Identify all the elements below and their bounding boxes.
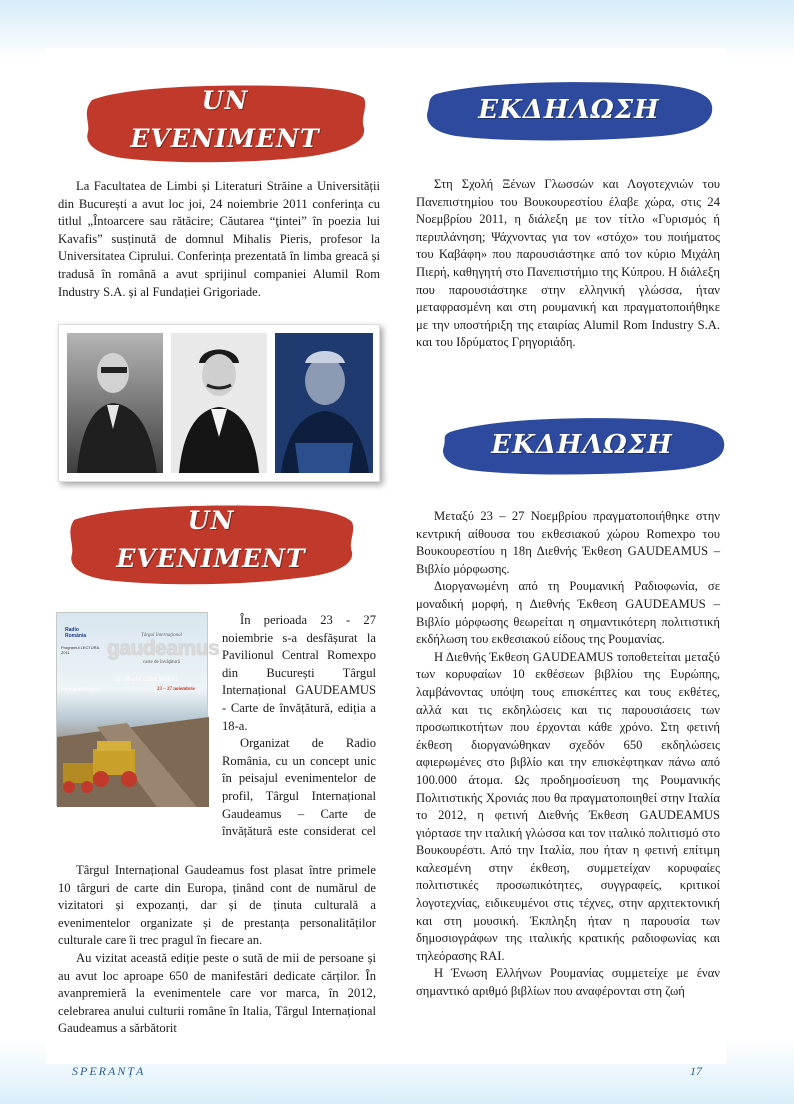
heading-un-eveniment-top	[82, 78, 368, 166]
poster-url: www.gaudeamus.ro	[61, 687, 101, 692]
poster-brand: Radio România	[65, 627, 87, 639]
gaudeamus-poster	[56, 612, 220, 806]
poster-subtitle: carte de învăţătură	[143, 660, 180, 665]
article-paragraph: La Facultatea de Limbi și Literaturi Străine a Universității din București a avut loc joi, 24 noiembrie 2011 conferința cu titlul „Întoarcere sau rătăcire; Căutarea “ţintei” în poezia lui Kavafis” susținută de domnul Mihalis Pieris, profesor la Universitatea Ciprului. Conferința prezentată în limba greacă și tradusă în română a avut sprijinul companiei Alumil Rom Industry S.A. și al Fundației Grigoriade.	[58, 179, 380, 299]
article-paragraph-1: În perioada 23 - 27 noiembrie s-a desfășurat la Pavilionul Central Romexpo din București Târgul Internațional GAUDEAMUS - Carte de învățătură, ediția a 18-a.	[222, 613, 376, 733]
article-paragraph-3: Η Διεθνής Έκθεση GAUDEAMUS τοποθετείται μεταξύ των κορυφαίων 10 εκθέσεων βιβλίου της Ευρώπης, λαμβάνοντας υπόψη τους επισκέπτες και τους εκθέτες, αλλά και τις εκδηλώσεις και τις παρουσιάσεις των προσωπικοτήτων που έρχονται κάθε χρόνο. Στη φετινή έκθεση διοργανώθηκαν σχεδόν 650 εκδηλώσεις αφιερωμένες στο βιβλίο και την επισκέφτηκαν πάνω από 100.000 άτομα. Ως προδημοσίευση της Ρουμανικής Πολιτιστικής Χρονιάς που θα πραγματοποιηθεί στην Ιταλία το 2012, η φετινή Διεθνής Έκθεση GAUDEAMUS γιόρτασε την ιταλική γλώσσα και τον ιταλικό πολιτισμό στο Βουκουρέστι. Από την Ιταλία, που ήταν η φετινή επίτιμη καλεσμένη στην έκθεση, συμμετείχαν κορυφαίες πολιτιστικές προσωπικότητες, συγγραφείς, κριτικοί λογοτεχνίας, ειδικευμένοι στις τέχνες, στην αρχιτεκτονική και στη μουσική. Έκπληξη ήταν η παρουσία των δημοσιογράφων της ιταλικής κρατικής ραδιοφωνίας και τηλεόρασης RAI.	[416, 649, 720, 963]
article-gr-2	[416, 508, 720, 1001]
heading-text: ΕΚΔΗΛΩΣΗ	[478, 95, 660, 125]
heading-line-2: EVENIMENT	[130, 124, 320, 153]
article-gr-1	[416, 176, 720, 352]
portrait-photo-3	[275, 333, 373, 473]
heading-line-1: UN	[187, 506, 235, 535]
article-paragraph-2-text: Organizat de Radio România, cu un concept unic în peisajul evenimentelor de profil, Târgul Internațional Gaudeamus – Carte de învățătură este considerat cel	[222, 736, 376, 839]
article-paragraph-4: Au vizitat această ediție peste o sută de mii de persoane și au avut loc aproape 650 de manifestări dedicate cărților. În avanpremieră la evenimentele care vor marca, în 2012, celebrarea anului culturii române în Italia, Târgul Internațional Gaudeamus a sărbătorit	[58, 950, 376, 1036]
heading-un-eveniment-bottom	[66, 496, 356, 588]
portrait-photos	[58, 324, 380, 482]
article-paragraph-2: Διοργανωμένη από τη Ρουμανική Ραδιοφωνία, σε μοναδική μορφή, η Διεθνής Έκθεση GAUDEAMUS – Βιβλίο μόρφωσης θεωρείται η σημαντικότερη πολιτιστική εκδήλωση του εκθεσιακού είδους της Ρουμανίας.	[416, 579, 720, 647]
poster-header: Târgul Internaţional	[141, 633, 183, 638]
heading-ekdilosi-top	[422, 76, 716, 144]
poster-program: Programul LECTURA 2011	[61, 645, 100, 655]
heading-line-2: EVENIMENT	[116, 544, 306, 573]
toy-truck-illustration	[57, 697, 209, 807]
article-paragraph-4: Η Ένωση Ελλήνων Ρουμανίας συμμετείχε με έναν σημαντικό αριθμό βιβλίων που αναφέρονται στη ζωή	[416, 966, 720, 999]
article-paragraph-1: Μεταξύ 23 – 27 Νοεμβρίου πραγματοποιήθηκε στην κεντρική αίθουσα του εκθεσιακού χώρου Romexpo του Βουκουρεστίου η 18η Διεθνής Έκθεση GAUDEAMUS – Βιβλίο μόρφωσης.	[416, 509, 720, 576]
portrait-photo-1	[67, 333, 163, 473]
footer-magazine-name: SPERANȚA	[72, 1064, 146, 1078]
poster-title: gaudeamus	[107, 637, 220, 660]
portrait-photo-2	[171, 333, 267, 473]
heading-ekdilosi-mid	[438, 412, 726, 478]
article-ro-2-wrap-text	[222, 612, 376, 840]
heading-line-1: UN	[201, 86, 249, 115]
article-paragraph-2	[222, 735, 376, 840]
article-paragraph: Στη Σχολή Ξένων Γλωσσών και Λογοτεχνιών του Πανεπιστημίου του Βουκουρεστίου έλαβε χώρα, στις 24 Νοεμβρίου 2011, η διάλεξη με τον τίτλο «Γυρισμός ή περιπλάνηση; Ψάχνοντας για τον «στόχο» του ποιήματος του Καβάφη» που παρουσιάστηκε από τον κύριο Μιχάλη Πιερή, καθηγητή στο Πανεπιστήμιο της Κύπρου. Η διάλεξη που παρουσιάστηκε στην ελληνική γλώσσα, ήταν μεταφρασμένη και στη ρουμανική και πραγματοποιήθηκε με την υποστήριξη της εταιρίας Alumil Rom Industry S.A. και του Ιδρύματος Γρηγοριάδη.	[416, 177, 720, 350]
article-ro-2-body	[58, 862, 376, 1038]
article-paragraph-3: Târgul Internațional Gaudeamus fost plasat între primele 10 târguri de carte din Europa, ținând cont de numărul de vizitatori și expozanți, dar și de ținuta culturală a evenimentelor organizate și de prestanța personalităților culturale care îi trec pragul în fiecare an.	[58, 863, 376, 948]
article-ro-1	[58, 178, 380, 301]
poster-tagline: de 18 ani citim serios!	[115, 675, 178, 683]
poster-dates: 23 – 27 noiembrie	[157, 687, 195, 692]
heading-text: ΕΚΔΗΛΩΣΗ	[491, 430, 673, 460]
footer-page-number: 17	[690, 1064, 702, 1078]
